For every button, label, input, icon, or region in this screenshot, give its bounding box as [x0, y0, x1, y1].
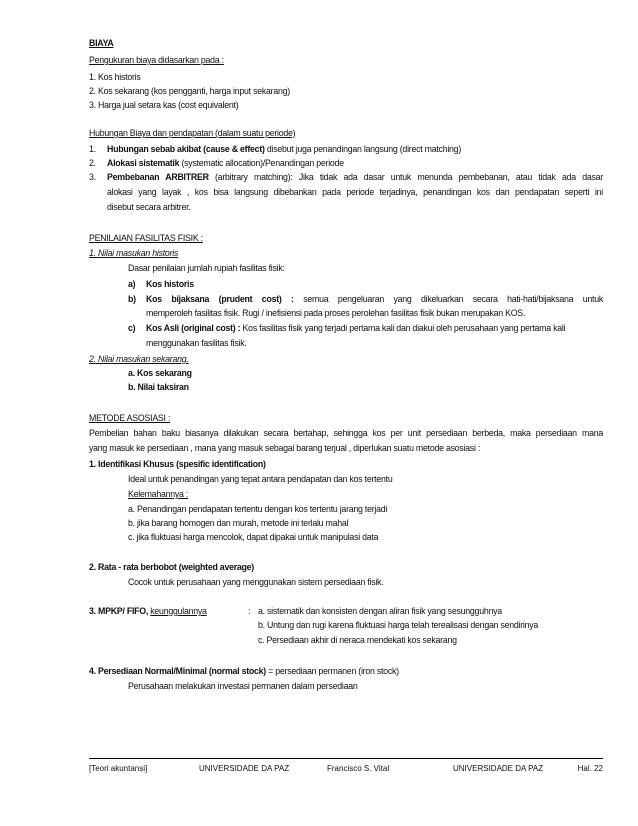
penilaian-item-c-cont: menggunakan fasilitas fisik. — [146, 338, 247, 348]
metode-4-title: 4. Persediaan Normal/Minimal (normal stock) — [89, 666, 266, 676]
hubungan-item-2 — [89, 158, 344, 169]
footer-subject: [Teori akuntansi] — [89, 764, 148, 773]
page-footer — [89, 764, 603, 776]
metode-4-desc: Perusahaan melakukan investasi permanen dalam persediaan — [128, 681, 358, 691]
hubungan-item-3 — [89, 172, 603, 183]
biaya-intro: Pengukuran biaya didasarkan pada : — [89, 55, 224, 65]
penilaian-item-b-cont: memperoleh fasilitas fisik. Rugi / inefisiensi pada proses perolehan fasilitas fisik bukan merupakan KOS. — [146, 308, 526, 318]
metode-1-title: 1. Identifikasi Khusus (spesific identification) — [89, 459, 266, 469]
metode-1-item: b. jika barang homogen dan murah, metode ini terlalu mahal — [128, 518, 349, 528]
item-term: Kos bijaksana (prudent cost) : — [146, 294, 294, 304]
metode-3-colon: : — [248, 606, 251, 616]
item-text: (systematic allocation)/Penandingan periode — [179, 158, 344, 168]
metode-title: METODE ASOSIASI : — [89, 413, 171, 423]
item-term: Hubungan sebab akibat (cause & effect) — [107, 144, 265, 154]
metode-1-item: a. Penandingan pendapatan tertentu dengan kos tertentu jarang terjadi — [128, 504, 388, 514]
hubungan-item-3-cont: disebut secara arbitrer. — [107, 202, 191, 212]
item-text: disebut juga penandingan langsung (direct matching) — [264, 144, 462, 154]
penilaian-sub2: 2. Nilai masukan sekarang. — [89, 354, 189, 364]
hubungan-item-3-cont: alokasi yang layak , kos bisa langsung dibebankan pada periode terjadinya, penandingan kos dan pendapatan seperti ini — [107, 187, 603, 197]
metode-2-desc: Cocok untuk perusahaan yang menggunakan sistem persediaan fisik. — [128, 577, 384, 587]
penilaian-item-a — [128, 279, 194, 290]
item-label: b) — [128, 294, 136, 304]
penilaian-sub2-b: b. Nilai taksiran — [128, 382, 189, 392]
metode-4-row — [89, 666, 399, 677]
penilaian-sub1-desc: Dasar penilaian jumlah rupiah fasilitas fisik: — [128, 263, 285, 273]
biaya-title: BIAYA — [89, 38, 114, 48]
metode-1-kelemahan: Kelemahannya : — [128, 489, 189, 499]
biaya-item: 2. Kos sekarang (kos pengganti, harga input sekarang) — [89, 86, 290, 96]
footer-university: UNIVERSIDADE DA PAZ — [453, 764, 544, 773]
penilaian-item-b — [128, 294, 603, 305]
metode-4-text: = persediaan permanen (iron stock) — [265, 666, 399, 676]
biaya-item: 3. Harga jual setara kas (cost equivalent) — [89, 100, 239, 110]
footer-university: UNIVERSIDADE DA PAZ — [199, 764, 290, 773]
item-number: 2. — [89, 158, 96, 168]
item-term: Alokasi sistematik — [107, 158, 180, 168]
metode-3-keunggulan: keunggulannya — [150, 606, 207, 616]
footer-page-number: Hal. 22 — [577, 764, 603, 773]
penilaian-sub2-a: a. Kos sekarang — [128, 368, 192, 378]
item-text: Kos fasilitas fisik yang terjadi pertama kali dan diakui oleh perusahaan yang pertama kali — [240, 323, 566, 333]
metode-1-item: c. jika fluktuasi harga mencolok, dapat dipakai untuk manipulasi data — [128, 532, 379, 542]
item-label: a) — [128, 279, 136, 289]
item-text: semua pengeluaran yang dikeluarkan secara hati-hati/bijaksana untuk — [293, 294, 604, 304]
footer-author: Francisco S. Vital — [327, 764, 390, 773]
metode-3-item: a. sistematik dan konsisten dengan aliran fisik yang sesungguhnya — [258, 606, 502, 616]
metode-3-item: b. Untung dan rugi karena fluktuasi harga telah terealisasi dengan sendirinya — [258, 620, 539, 630]
penilaian-title: PENILAIAN FASILITAS FISIK : — [89, 233, 203, 243]
footer-divider — [89, 758, 603, 759]
metode-2-title: 2. Rata - rata berbobot (weighted average) — [89, 562, 254, 572]
item-number: 1. — [89, 144, 96, 154]
biaya-item: 1. Kos historis — [89, 72, 141, 82]
metode-3-title-row — [89, 606, 207, 617]
hubungan-title: Hubungan Biaya dan pendapatan (dalam suatu periode) — [89, 128, 296, 138]
item-term: Kos historis — [146, 279, 194, 289]
metode-3-item: c. Persediaan akhir di neraca mendekati kos sekarang — [258, 635, 457, 645]
metode-para: yang masuk ke persediaan , mana yang masuk sebagai barang terjual , diperlukan suatu metode asosiasi : — [89, 443, 481, 453]
penilaian-item-c — [128, 323, 565, 334]
item-term: Pembebanan ARBITRER — [107, 172, 209, 182]
item-text: (arbitrary matching): Jika tidak ada dasar untuk menunda pembebanan, atau tidak ada dasar — [208, 172, 603, 182]
metode-1-desc: Ideal untuk penandingan yang tepat antara pendapatan dan kos tertentu — [128, 474, 393, 484]
metode-3-title: 3. MPKP/ FIFO, — [89, 606, 149, 616]
penilaian-sub1: 1. Nilai masukan historis — [89, 248, 179, 258]
item-number: 3. — [89, 172, 96, 182]
hubungan-item-1 — [89, 144, 461, 155]
metode-para: Pembelian bahan baku biasanya dilakukan secara bertahap, sehingga kos per unit persediaan berbeda, maka persediaan mana — [89, 428, 603, 438]
item-label: c) — [128, 323, 136, 333]
item-term: Kos Asli (original cost) : — [146, 323, 241, 333]
